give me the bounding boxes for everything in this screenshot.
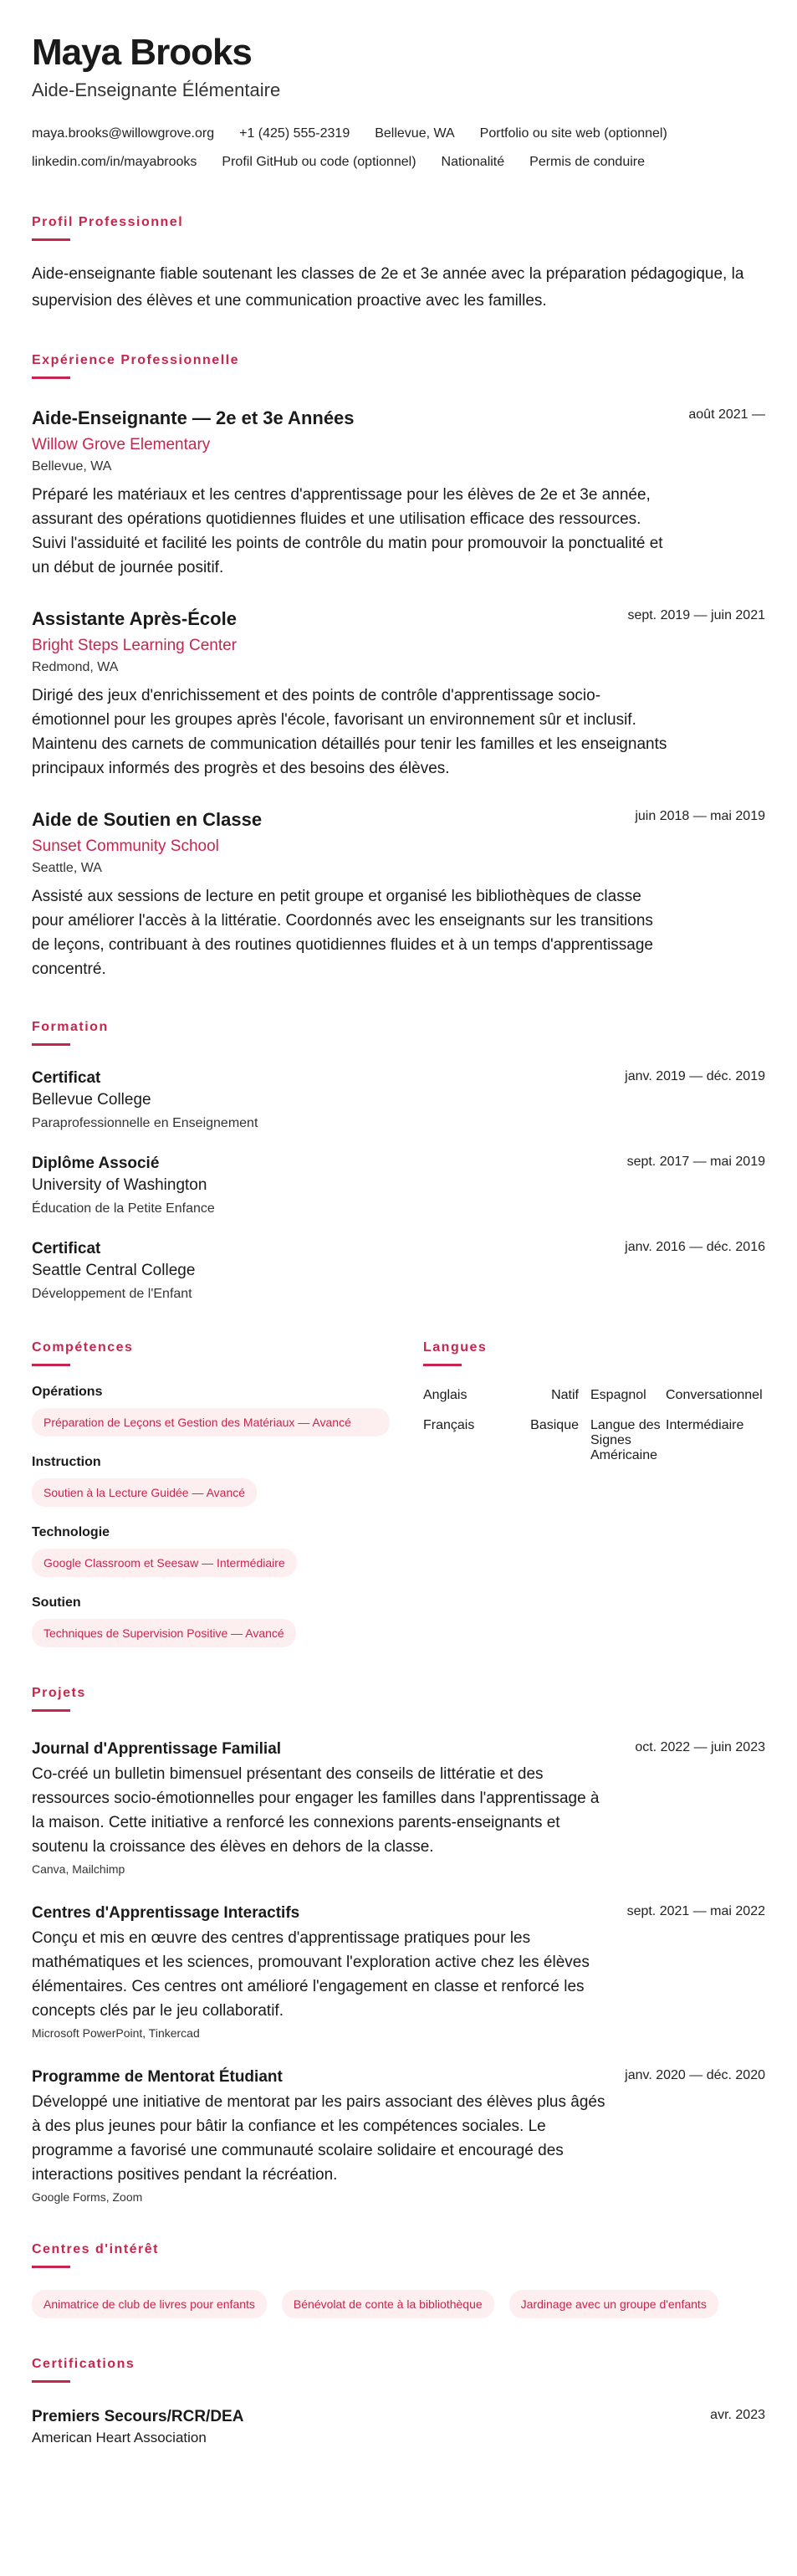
contact-linkedin[interactable]: linkedin.com/in/mayabrooks: [32, 154, 197, 169]
experience-entry: [32, 809, 765, 981]
skill-pill: Google Classroom et Seesaw — Intermédiaire: [32, 1549, 297, 1577]
entry-location: Redmond, WA: [32, 659, 119, 674]
entry-date: janv. 2020 — déc. 2020: [625, 2067, 765, 2082]
entry-school: Seattle Central College: [32, 1261, 196, 1279]
entry-date: sept. 2019 — juin 2021: [627, 607, 765, 622]
project-description: Co-créé un bulletin bimensuel présentant des conseils de littératie et des ressources socio-émotionnelles pour engager les familles dans l'apprentissage à la maison. Cette initiative a renforcé les connexions parents-enseignants et soutenu la croissance des élèves en dehors de la classe.: [32, 1764, 600, 1856]
section-heading: Profil Professionnel: [32, 214, 184, 229]
language-name: Langue des Signes Américaine: [590, 1417, 661, 1462]
skill-group-name: Technologie: [32, 1524, 110, 1539]
skills-section: [32, 1340, 390, 1647]
languages-table: [423, 1388, 783, 1463]
entry-location: Seattle, WA: [32, 860, 102, 875]
entry-org: Willow Grove Elementary: [32, 435, 211, 453]
entry-role: Assistante Après-École: [32, 607, 237, 629]
languages-section: [423, 1340, 783, 1647]
experience-entry: [32, 407, 765, 580]
skill-group-name: Instruction: [32, 1454, 101, 1469]
section-heading: Langues: [423, 1339, 488, 1355]
section-divider: [32, 2266, 70, 2268]
entry-org: Sunset Community School: [32, 837, 219, 855]
section-heading: Expérience Professionnelle: [32, 352, 239, 367]
entry-field: Paraprofessionnelle en Enseignement: [32, 1115, 258, 1130]
contact-nationality: Nationalité: [441, 154, 505, 169]
interests-list: [32, 2290, 765, 2318]
project-tools: Microsoft PowerPoint, Tinkercad: [32, 2025, 200, 2040]
section-heading: Centres d'intérêt: [32, 2241, 159, 2256]
contact-email[interactable]: maya.brooks@willowgrove.org: [32, 125, 215, 141]
entry-date: août 2021 —: [688, 407, 765, 422]
project-entry: [32, 2068, 765, 2204]
entry-degree: Diplôme Associé: [32, 1154, 160, 1172]
entry-field: Développement de l'Enfant: [32, 1286, 192, 1301]
section-divider: [32, 1364, 70, 1366]
language-name: Anglais: [423, 1387, 467, 1402]
contact-license: Permis de conduire: [529, 154, 645, 169]
entry-school: University of Washington: [32, 1175, 207, 1194]
skill-pill: Techniques de Supervision Positive — Avancé: [32, 1619, 296, 1647]
job-title: Aide-Enseignante Élémentaire: [32, 79, 281, 100]
entry-date: janv. 2016 — déc. 2016: [625, 1239, 765, 1254]
language-level: Intermédiaire: [666, 1417, 744, 1432]
contact-list: [32, 120, 765, 177]
entry-org: Bright Steps Learning Center: [32, 636, 238, 654]
entry-degree: Certificat: [32, 1239, 101, 1257]
language-level: Natif: [551, 1387, 579, 1402]
entry-location: Bellevue, WA: [32, 458, 112, 474]
entry-description: Dirigé des jeux d'enrichissement et des points de contrôle d'apprentissage socio-émotionnel pour les groupes après l'école, favorisant un environnement sûr et inclusif. Maintenu des carnets de communication détaillés pour tenir les familles et les enseignants principaux informés des progrès et des besoins des élèves.: [32, 686, 667, 777]
entry-date: sept. 2021 — mai 2022: [626, 1903, 765, 1918]
skill-group: [32, 1525, 390, 1577]
entry-date: oct. 2022 — juin 2023: [635, 1739, 765, 1754]
profile-summary: Aide-enseignante fiable soutenant les classes de 2e et 3e année avec la préparation pédagogique, la supervision des élèves et une communication proactive avec les familles.: [32, 264, 744, 310]
section-divider: [423, 1364, 462, 1366]
contact-location: Bellevue, WA: [375, 125, 455, 141]
entry-role: Aide de Soutien en Classe: [32, 808, 263, 830]
education-section: [32, 1020, 765, 1302]
interest-pill: Animatrice de club de livres pour enfants: [32, 2290, 267, 2318]
education-entry: [32, 1155, 765, 1216]
entry-degree: Certificat: [32, 1068, 101, 1087]
skill-pill: Soutien à la Lecture Guidée — Avancé: [32, 1478, 257, 1507]
certification-entry: [32, 2408, 765, 2446]
section-divider: [32, 1709, 70, 1712]
project-description: Développé une initiative de mentorat par les pairs associant des élèves plus âgés à des plus jeunes pour bâtir la confiance et les compétences sociales. Le programme a favorisé une communauté scolaire solidaire et encouragé des interactions positives pendant la récréation.: [32, 2092, 605, 2184]
project-tools: Canva, Mailchimp: [32, 1862, 125, 1876]
education-entry: [32, 1069, 765, 1131]
entry-date: avr. 2023: [710, 2407, 765, 2422]
section-divider: [32, 2380, 70, 2383]
entry-date: sept. 2017 — mai 2019: [626, 1154, 765, 1169]
contact-portfolio[interactable]: Portfolio ou site web (optionnel): [479, 125, 667, 141]
interest-pill: Jardinage avec un groupe d'enfants: [509, 2290, 718, 2318]
project-description: Conçu et mis en œuvre des centres d'apprentissage pratiques pour les mathématiques et les sciences, promouvant l'exploration active chez les élèves élémentaires. Ces centres ont amélioré l'engagement en classe et renforcé les concepts clés par le jeu collaboratif.: [32, 1928, 590, 2020]
project-name: Journal d'Apprentissage Familial: [32, 1739, 282, 1758]
section-divider: [32, 376, 70, 379]
education-entry: [32, 1240, 765, 1302]
entry-role: Aide-Enseignante — 2e et 3e Années: [32, 407, 355, 428]
interests-section: [32, 2242, 765, 2318]
skill-group: [32, 1455, 390, 1507]
skills-languages-row: [32, 1340, 765, 1647]
entry-date: juin 2018 — mai 2019: [635, 808, 765, 823]
profile-section: [32, 215, 765, 315]
language-name: Français: [423, 1417, 475, 1432]
language-name: Espagnol: [590, 1387, 646, 1402]
section-heading: Projets: [32, 1685, 86, 1700]
section-divider: [32, 238, 70, 241]
entry-description: Assisté aux sessions de lecture en petit groupe et organisé les bibliothèques de classe pour améliorer l'accès à la littératie. Coordonnés avec les enseignants sur les transitions de leçons, contribuant à des routines quotidiennes fluides et à un temps d'apprentissage concentré.: [32, 887, 654, 978]
interest-pill: Bénévolat de conte à la bibliothèque: [282, 2290, 494, 2318]
project-name: Programme de Mentorat Étudiant: [32, 2067, 283, 2086]
contact-phone[interactable]: +1 (425) 555-2319: [239, 125, 350, 141]
projects-section: [32, 1686, 765, 2204]
entry-field: Éducation de la Petite Enfance: [32, 1201, 215, 1216]
skill-group: [32, 1595, 390, 1647]
entry-school: Bellevue College: [32, 1090, 151, 1109]
skill-group-name: Opérations: [32, 1384, 103, 1399]
section-heading: Formation: [32, 1019, 109, 1034]
certifications-section: [32, 2357, 765, 2446]
contact-github[interactable]: Profil GitHub ou code (optionnel): [222, 154, 416, 169]
project-name: Centres d'Apprentissage Interactifs: [32, 1903, 300, 1922]
project-entry: [32, 1740, 765, 1876]
section-divider: [32, 1043, 70, 1046]
skill-pill: Préparation de Leçons et Gestion des Matériaux — Avancé: [32, 1408, 390, 1437]
entry-description: Préparé les matériaux et les centres d'apprentissage pour les élèves de 2e et 3e année, assurant des opérations quotidiennes fluides et une utilisation efficace des ressources. Suivi l'assiduité et facilité les points de contrôle du matin pour promouvoir la ponctualité et un début de journée positif.: [32, 485, 663, 576]
language-level: Basique: [530, 1417, 579, 1432]
entry-date: janv. 2019 — déc. 2019: [625, 1068, 765, 1083]
certification-issuer: American Heart Association: [32, 2429, 207, 2445]
skill-group: [32, 1385, 390, 1437]
project-tools: Google Forms, Zoom: [32, 2189, 143, 2204]
certification-name: Premiers Secours/RCR/DEA: [32, 2407, 244, 2425]
candidate-name: Maya Brooks: [32, 32, 252, 73]
section-heading: Compétences: [32, 1339, 134, 1355]
language-level: Conversationnel: [666, 1387, 763, 1402]
skill-group-name: Soutien: [32, 1595, 81, 1610]
section-heading: Certifications: [32, 2356, 135, 2371]
project-entry: [32, 1904, 765, 2040]
experience-entry: [32, 608, 765, 781]
experience-section: [32, 353, 765, 981]
